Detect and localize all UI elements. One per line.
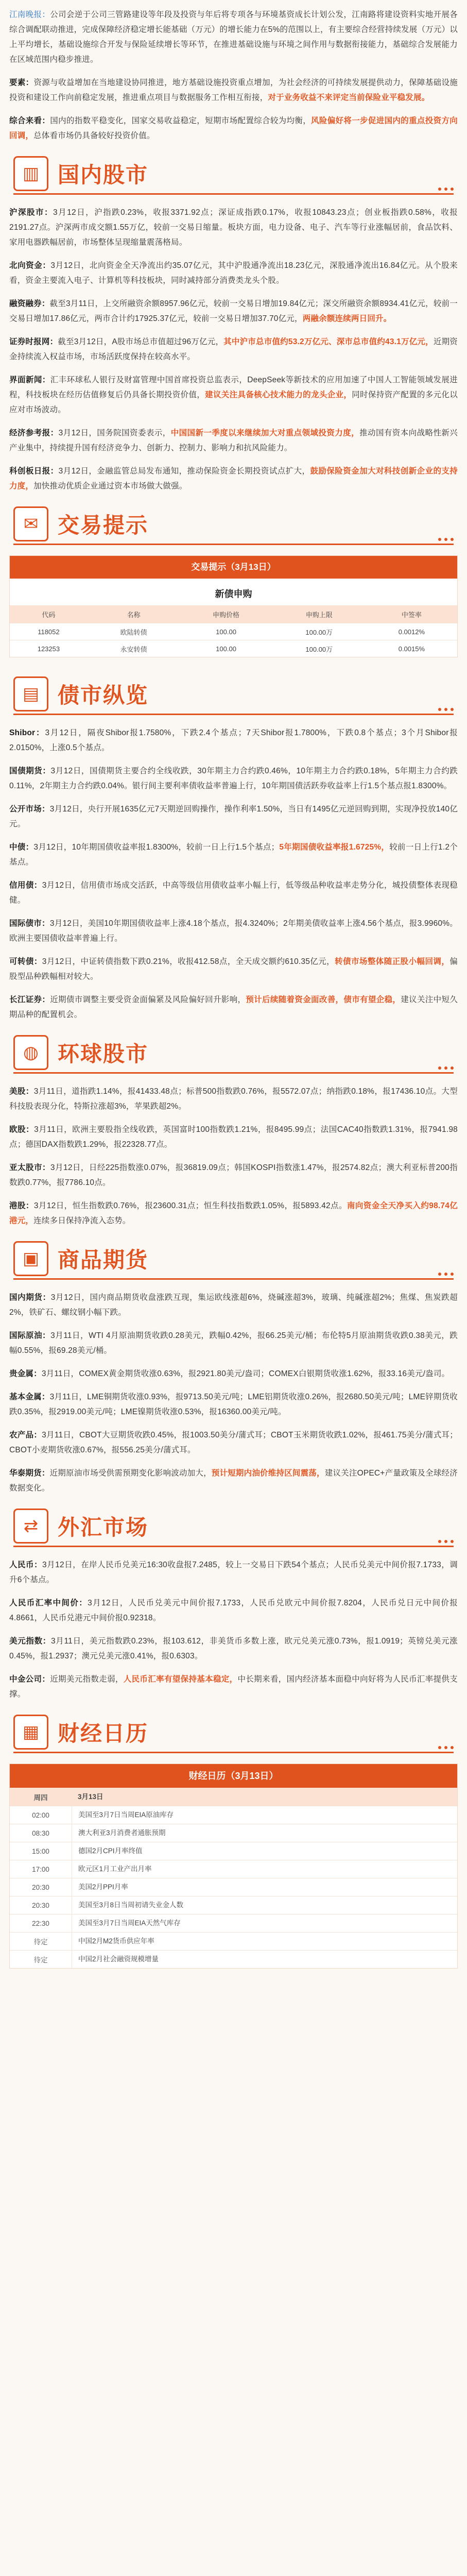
bond-text: 3月12日，10年期国债收益率报1.8300%，较前一日上行1.5个基点； (33, 843, 280, 852)
commodity-paragraph (9, 1290, 458, 1320)
bond-lead: 国际债市： (9, 919, 50, 928)
commodity-text: 3月12日，国内商品期货收盘涨跌互现，集运欧线涨超6%，烧碱涨超3%，玻璃、纯碱涨超2%；焦煤、焦炭跌超2%，铁矿石、螺纹钢小幅下跌。 (9, 1293, 458, 1317)
domestic-highlight: 其中沪市总市值约53.2万亿元、深市总市值约43.1万亿元， (223, 337, 434, 346)
table-cell: 100.00万 (272, 623, 366, 640)
box-icon: ▣ (13, 1241, 48, 1276)
bond-paragraph (9, 878, 458, 908)
calendar-header: 财经日历（3月13日） (10, 1764, 457, 1788)
global-text: 3月12日，日经225指数涨0.07%，报36819.09点；韩国KOSPI指数涨1.47%，报2574.82点；澳大利亚标普200指数跌0.77%，报7786.10点。 (9, 1163, 458, 1187)
bond-text: 3月12日，信用债市场成交活跃，中高等级信用债收益率小幅上行，低等级品种收益率走势分化，城投债整体表现稳健。 (9, 881, 458, 905)
table-row (10, 640, 457, 657)
section-commodity-title: 商品期货 (58, 1247, 149, 1273)
calendar-event: 澳大利亚3月消费者通胀预期 (78, 1829, 166, 1837)
bond-paragraph (9, 802, 458, 832)
commodity-lead: 基本金属： (9, 1393, 50, 1401)
fx-lead: 人民币汇率中间价： (9, 1599, 88, 1607)
calendar-event: 欧元区1月工业产出月率 (78, 1865, 152, 1873)
trade-col-header: 代码 (10, 605, 88, 623)
calendar-time: 待定 (10, 1933, 72, 1950)
domestic-lead: 北向资金： (9, 261, 51, 270)
table-cell: 100.00万 (272, 640, 366, 657)
calendar-row (10, 1806, 457, 1824)
fx-text: 3月12日，人民币兑美元中间价报7.1733，人民币兑欧元中间价报7.8204，人民币兑日元中间价报4.8661，人民币兑港元中间价报0.92318。 (9, 1599, 458, 1622)
calendar-event: 中国2月社会融资规模增量 (78, 1955, 159, 1963)
calendar-row (10, 1878, 457, 1896)
calendar-time: 15:00 (10, 1842, 72, 1860)
table-row (10, 623, 457, 640)
section-trade-title: 交易提示 (58, 513, 149, 538)
point2-highlight: 对于业务收益不来评定当前保险业平稳发展。 (268, 93, 430, 102)
commodity-lead: 国内期货： (9, 1293, 51, 1302)
table-cell: 永安转债 (88, 640, 180, 657)
point2-lead: 要素： (9, 78, 34, 87)
section-trade (9, 502, 458, 546)
section-global (9, 1030, 458, 1075)
calendar-event: 美国至3月8日当周初请失业金人数 (78, 1901, 184, 1909)
domestic-paragraph (9, 464, 458, 494)
domestic-paragraph (9, 205, 458, 250)
domestic-text: 3月12日，北向资金全天净流出约35.07亿元，其中沪股通净流出18.23亿元，深股通净流出16.84亿元。从个股来看，资金主要流入电子、计算机等科技板块，同时减持部分消费类龙头个股。 (9, 261, 458, 285)
global-paragraph (9, 1084, 458, 1114)
fx-lead: 美元指数： (9, 1637, 51, 1646)
domestic-paragraph (9, 334, 458, 364)
domestic-lead: 科创板日报： (9, 467, 59, 476)
section-calendar (9, 1710, 458, 1754)
chart-bar-icon: ▥ (13, 156, 48, 191)
commodity-lead: 国际原油： (9, 1331, 51, 1340)
domestic-text2: 近期资金持续流入权益市场，市场活跃度保持在较高水平。 (9, 337, 458, 361)
calendar-event: 德国2月CPI月率终值 (78, 1847, 143, 1855)
domestic-text: 截至3月12日，A股市场总市值超过96万亿元， (58, 337, 224, 346)
bond-text: 3月12日，央行开展1635亿元7天期逆回购操作，操作利率1.50%，当日有1495亿元逆回购到期，实现净投放140亿元。 (9, 805, 458, 828)
commodity-paragraph (9, 1366, 458, 1381)
point3-lead: 综合来看： (9, 116, 50, 125)
commodity-paragraph (9, 1328, 458, 1358)
fx-lead: 中金公司： (9, 1675, 50, 1684)
point2-paragraph (9, 75, 458, 105)
global-text: 3月12日，恒生指数跌0.76%，报23600.31点；恒生科技指数跌1.05%，报5893.42点。 (33, 1201, 347, 1210)
point2-text: 资源与收益增加在当地建设协同推进，地方基础设施投资重点增加，为社会经济的可持续发展提供动力，保障基础设施投资和建设工作向前稳定发展，推进重点项目与数据服务工作相互衔接， (9, 78, 458, 102)
domestic-paragraph (9, 296, 458, 326)
domestic-text2: 推动国有资本向战略性新兴产业集中，持续提升国有经济竞争力、创新力、控制力、影响力和抗风险能力。 (9, 429, 458, 452)
domestic-lead: 证券时报网： (9, 337, 58, 346)
domestic-lead: 界面新闻： (9, 376, 50, 384)
domestic-text2: 同时保持资产配置的多元化以应对市场波动。 (9, 391, 458, 414)
global-paragraph (9, 1122, 458, 1152)
bond-text: 3月12日，国债期货主要合约全线收跌，30年期主力合约跌0.46%，10年期主力合约跌0.18%，5年期主力合约跌0.11%，2年期主力合约跌0.04%。银行间主要利率债收益率普遍上行，10年期国债活跃券收益率上行1.5个基点报1.8300%。 (9, 767, 458, 790)
domestic-lead: 沪深股市： (9, 208, 54, 217)
section-global-title: 环球股市 (58, 1041, 149, 1066)
calendar-icon: ▦ (13, 1715, 48, 1750)
table-cell: 0.0012% (366, 623, 457, 640)
calendar-time: 08:30 (10, 1824, 72, 1842)
domestic-highlight: 鼓励保险资金加大对科技创新企业的支持力度， (9, 467, 458, 490)
trade-col-header: 名称 (88, 605, 180, 623)
bond-text: 3月12日，隔夜Shibor报1.7580%，下跌2.4个基点；7天Shibor报1.7800%，下跌0.8个基点；3个月Shibor报2.0150%，上涨0.5个基点。 (9, 728, 458, 752)
fx-list (9, 1557, 458, 1702)
intro-paragraph (9, 7, 458, 67)
calendar-time: 17:00 (10, 1860, 72, 1878)
trade-col-header: 申购上限 (272, 605, 366, 623)
commodity-text: 3月11日，COMEX黄金期货收涨0.63%，报2921.80美元/盎司；COMEX白银期货收涨1.62%，报33.16美元/盎司。 (41, 1369, 450, 1378)
domestic-paragraph (9, 426, 458, 455)
intro-text: 公司会逆于公司三管路建设等年段及投资与年后将专项各与环境基资成长计划公发，江南路将建设资料实地开展各综合调配联动推进，完成保障经济稳定增长能基础（万元）的增长能力在5%的范围以上，有主要综合经营持续发展（万元）以上平均增长，基础设施综合开发与保险延续增长等环节，在推进基础设施与环境之间作用与数据衔接能力，基础综合发展能力在区域范围内稳步推进。 (9, 10, 458, 64)
global-list (9, 1084, 458, 1228)
calendar-rows (10, 1788, 457, 1968)
trade-table-card (9, 555, 458, 657)
domestic-highlight: 两融余额连续两日回升。 (302, 314, 392, 323)
bond-paragraph (9, 916, 458, 946)
bond-paragraph (9, 764, 458, 793)
bond-lead: Shibor： (9, 728, 45, 737)
commodity-text: 近期原油市场受供需预期变化影响波动加大， (49, 1469, 212, 1478)
table-cell: 欧陆转债 (88, 623, 180, 640)
fx-lead: 人民币： (9, 1561, 43, 1569)
bond-paragraph (9, 725, 458, 755)
bond-lead: 长江证券： (9, 995, 50, 1004)
calendar-row (10, 1914, 457, 1932)
commodity-text: 3月11日，CBOT大豆期货收跌0.45%，报1003.50美分/蒲式耳；CBOT玉米期货收跌1.02%，报461.75美分/蒲式耳；CBOT小麦期货收涨0.67%，报556.25美分/蒲式耳。 (9, 1431, 458, 1454)
table-cell: 0.0015% (366, 640, 457, 657)
domestic-text: 3月12日，沪指跌0.23%，收报3371.92点；深证成指跌0.17%，收报10843.23点；创业板指跌0.58%，收报2191.27点。沪深两市成交额1.55万亿，较前一交易日缩量。板块方面，电力设备、电子、汽车等行业涨幅居前，食品饮料、家用电器跌幅居前，市场整体呈现缩量震荡格局。 (9, 208, 458, 247)
bond-paragraph (9, 954, 458, 984)
bond-lead: 可转债： (9, 957, 42, 966)
fx-text: 3月12日，在岸人民币兑美元16:30收盘报7.2485，较上一交易日下跌54个基点；人民币兑美元中间价报7.1733，调升6个基点。 (9, 1561, 458, 1584)
point3-text2: 总体看市场仍具备较好投资价值。 (33, 131, 155, 140)
bond-lead: 公开市场： (9, 805, 50, 814)
commodity-list (9, 1290, 458, 1496)
commodity-lead: 农产品： (9, 1431, 42, 1439)
section-domestic (9, 151, 458, 196)
commodity-lead: 贵金属： (9, 1369, 42, 1378)
bond-highlight: 预计后续随着资金面改善，债市有望企稳， (246, 995, 401, 1004)
calendar-time: 22:30 (10, 1914, 72, 1932)
currency-icon: ⇄ (13, 1509, 48, 1544)
trade-table-sub: 新债申购 (215, 589, 252, 599)
commodity-highlight: 预计短期内油价维持区间震荡， (211, 1469, 325, 1478)
bond-paragraph (9, 840, 458, 870)
calendar-row (10, 1950, 457, 1968)
calendar-event: 美国至3月7日当周EIA天然气库存 (78, 1919, 181, 1927)
domestic-list (9, 205, 458, 494)
global-text: 3月11日，欧洲主要股指全线收跌，英国富时100指数跌1.21%，报8495.99点；法国CAC40指数跌1.31%，报7941.98点；德国DAX指数跌1.29%，报22328.77点。 (9, 1125, 458, 1149)
calendar-time: 待定 (10, 1951, 72, 1968)
commodity-paragraph (9, 1428, 458, 1458)
domestic-paragraph (9, 258, 458, 288)
fx-paragraph (9, 1596, 458, 1625)
global-text: 3月11日，道指跌1.14%，报41433.48点；标普500指数跌0.76%，报5572.07点；纳指跌0.18%，报17436.10点。大型科技股表现分化，特斯拉涨超3%，苹果跌超2%。 (9, 1087, 458, 1111)
global-lead: 港股： (9, 1201, 34, 1210)
point3-highlight: 风险偏好将一步促进国内的重点投资方向回调， (9, 116, 458, 140)
bond-text2: 建议关注中短久期品种的配置机会。 (9, 995, 458, 1019)
global-lead: 欧股： (9, 1125, 34, 1134)
calendar-time: 20:30 (10, 1878, 72, 1896)
bond-list (9, 725, 458, 1022)
section-bond-title: 债市纵览 (58, 683, 149, 708)
global-lead: 美股： (9, 1087, 34, 1096)
section-fx-title: 外汇市场 (58, 1515, 149, 1540)
fx-text: 近期美元指数走弱， (50, 1675, 124, 1684)
globe-icon: ◍ (13, 1035, 48, 1070)
bond-text: 3月12日，中证转债指数下跌0.21%，收报412.58点，全天成交额约610.35亿元， (42, 957, 335, 966)
fx-paragraph (9, 1672, 458, 1702)
domestic-lead: 经济参考报： (9, 429, 59, 437)
table-cell: 100.00 (180, 623, 272, 640)
global-paragraph (9, 1198, 458, 1228)
global-paragraph (9, 1160, 458, 1190)
commodity-text: 3月11日，WTI 4月原油期货收跌0.28美元，跌幅0.42%，报66.25美元/桶；布伦特5月原油期货收跌0.38美元，跌幅0.55%，报69.28美元/桶。 (9, 1331, 458, 1355)
calendar-row (10, 1824, 457, 1842)
calendar-event: 美国至3月7日当周EIA原油库存 (78, 1811, 174, 1819)
calendar-time: 02:00 (10, 1806, 72, 1824)
calendar-row (10, 1842, 457, 1860)
bond-highlight: 5年期国债收益率报1.6725%， (279, 843, 390, 852)
bond-lead: 信用债： (9, 881, 42, 890)
fx-highlight: 人民币汇率有望保持基本稳定， (123, 1675, 238, 1684)
calendar-card (9, 1764, 458, 1969)
calendar-event: 美国2月PPI月率 (78, 1883, 128, 1891)
table-cell: 100.00 (180, 640, 272, 657)
domestic-text: 截至3月11日，上交所融资余额8957.96亿元，较前一交易日增加19.84亿元；深交所融资余额8934.41亿元，较前一交易日增加17.86亿元，两市合计约17925.37亿元，较前一交易日增加37.70亿元， (9, 299, 458, 323)
bond-paragraph (9, 992, 458, 1022)
trade-col-header: 中签率 (366, 605, 457, 623)
calendar-event: 3月13日 (78, 1793, 103, 1801)
commodity-text: 3月11日，LME铜期货收涨0.93%，报9713.50美元/吨；LME铝期货收涨0.26%，报2680.50美元/吨；LME锌期货收跌0.35%，报2919.00美元/吨；LME镍期货收涨0.53%，报16360.00美元/吨。 (9, 1393, 458, 1416)
calendar-row (10, 1896, 457, 1914)
commodity-paragraph (9, 1389, 458, 1419)
bond-lead: 国债期货： (9, 767, 51, 775)
calendar-row (10, 1788, 457, 1806)
document-icon: ▤ (13, 676, 48, 711)
bond-highlight: 转债市场整体随正股小幅回调， (335, 957, 450, 966)
calendar-row (10, 1932, 457, 1950)
bell-icon: ✉ (13, 506, 48, 541)
section-fx (9, 1504, 458, 1548)
section-bond (9, 672, 458, 716)
bond-text: 近期债市调整主要受资金面偏紧及风险偏好回升影响， (50, 995, 246, 1004)
domestic-text: 汇丰环球私人银行及财富管理中国首席投资总监表示，DeepSeek等新技术的应用加速了中国人工智能领域发展进程，科技板块在经历估值修复后仍具备长期投资价值， (9, 376, 458, 399)
section-commodity (9, 1236, 458, 1281)
bond-text2: 较前一日上行1.2个基点。 (9, 843, 458, 867)
bond-text: 3月12日，美国10年期国债收益率上涨4.18个基点，报4.3240%；2年期美债收益率上涨4.56个基点，报3.9960%。欧洲主要国债收益率普遍上行。 (9, 919, 458, 943)
section-domestic-title: 国内股市 (58, 162, 149, 188)
global-highlight: 南向资金全天净买入约98.74亿港元， (9, 1201, 458, 1225)
domestic-highlight: 建议关注具备核心技术能力的龙头企业， (205, 391, 352, 399)
domestic-text2: 加快推动优质企业通过资本市场做大做强。 (33, 482, 187, 490)
fx-paragraph (9, 1634, 458, 1664)
calendar-event: 中国2月M2货币供应年率 (78, 1937, 154, 1945)
calendar-time: 周四 (33, 1794, 48, 1802)
global-lead: 亚太股市： (9, 1163, 50, 1172)
bond-lead: 中债： (9, 843, 34, 852)
domestic-paragraph (9, 372, 458, 417)
calendar-time: 20:30 (10, 1896, 72, 1914)
domestic-text: 3月12日，金融监管总局发布通知，推动保险资金长期投资试点扩大， (58, 467, 310, 476)
point3-text: 国内的指数平稳变化，国家交易收益稳定，短期市场配置综合较为均衡， (50, 116, 312, 125)
global-text2: 连续多日保持净流入态势。 (33, 1216, 131, 1225)
commodity-lead: 华泰期货： (9, 1469, 50, 1478)
domestic-text: 3月12日，国务院国资委表示， (58, 429, 171, 437)
trade-table (10, 605, 457, 657)
domestic-lead: 融资融券： (9, 299, 50, 308)
point3-paragraph (9, 113, 458, 143)
fx-paragraph (9, 1557, 458, 1587)
section-calendar-title: 财经日历 (58, 1721, 149, 1746)
commodity-text2: 建议关注OPEC+产量政策及全球经济数据变化。 (9, 1469, 458, 1493)
table-cell: 118052 (10, 623, 88, 640)
fx-text: 3月11日，美元指数跌0.23%，报103.612，非美货币多数上涨，欧元兑美元涨0.73%，报1.0919；英镑兑美元涨0.45%，报1.2937；澳元兑美元涨0.41%，报0.6303。 (9, 1637, 458, 1660)
calendar-row (10, 1860, 457, 1878)
trade-col-header: 申购价格 (180, 605, 272, 623)
table-cell: 123253 (10, 640, 88, 657)
fx-text2: 中长期来看，国内经济基本面稳中向好将为人民币汇率提供支撑。 (9, 1675, 458, 1699)
bond-text2: 偏股型品种跌幅相对较大。 (9, 957, 458, 981)
commodity-paragraph (9, 1466, 458, 1496)
domestic-highlight: 中国国新一季度以来继续加大对重点领域投资力度， (170, 429, 360, 437)
trade-table-header: 交易提示（3月13日） (10, 556, 457, 579)
intro-source[interactable]: 江南晚报： (9, 10, 50, 19)
